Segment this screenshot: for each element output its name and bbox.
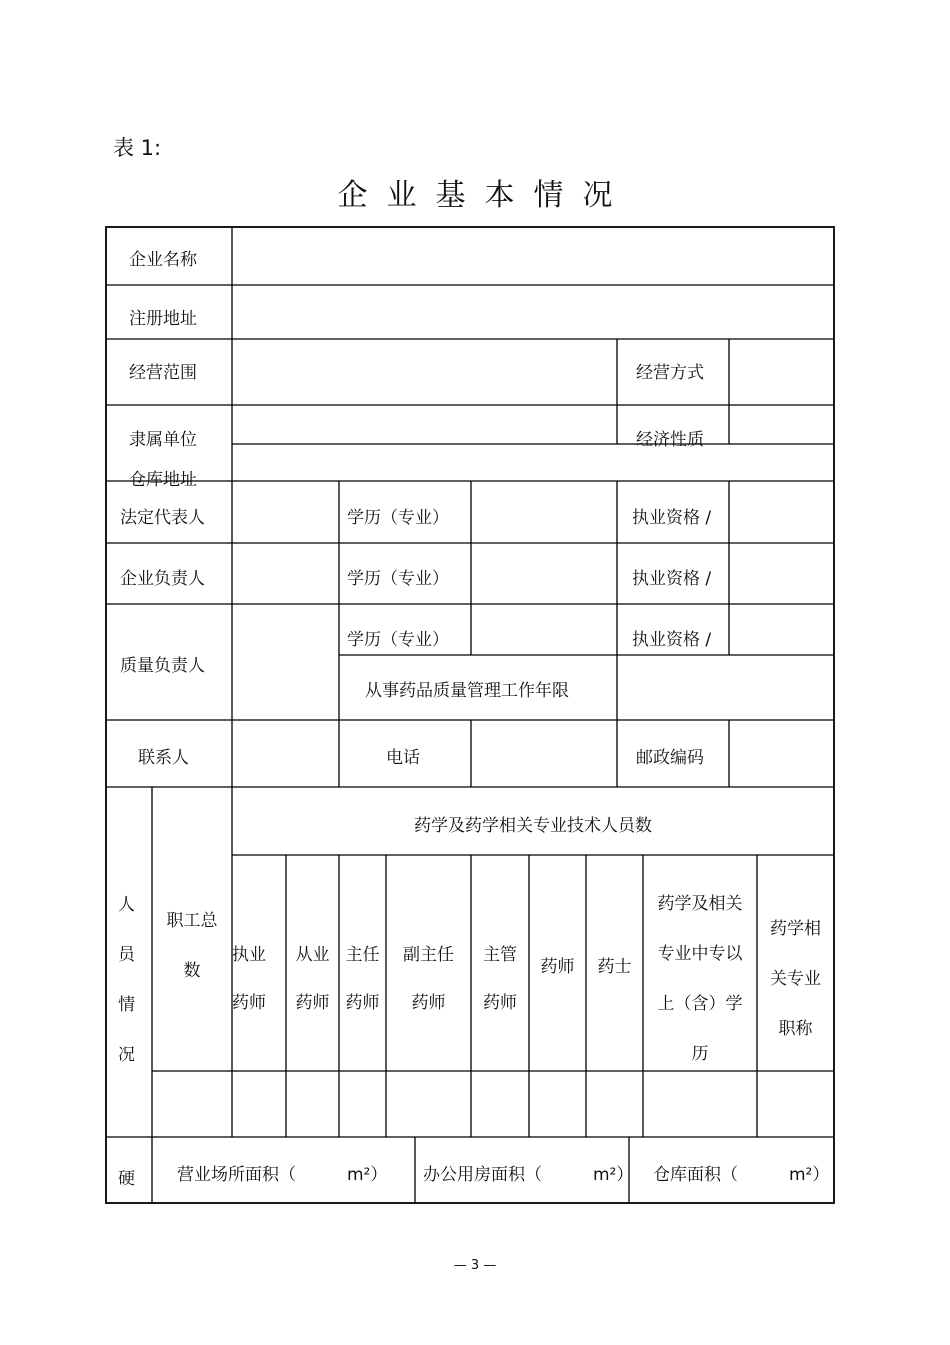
label-assistant-pharmacist: 药士 xyxy=(597,957,632,977)
label-enterprise-head: 企业负责人 xyxy=(120,569,205,589)
label-supervising-pharmacist: 主管 药师 xyxy=(483,945,517,1013)
label-total-staff: 职工总 数 xyxy=(166,911,218,981)
page-number: — 3 — xyxy=(453,1258,497,1273)
label-education-quality-head: 学历（专业） xyxy=(347,630,449,650)
label-practicing-pharmacist: 从业 药师 xyxy=(295,945,330,1013)
label-education-enterprise-head: 学历（专业） xyxy=(347,569,449,589)
label-staff-section: 人 员 情 况 xyxy=(118,895,135,1065)
label-qualification-quality-head: 执业资格 / xyxy=(632,630,712,650)
table-label: 表 1: xyxy=(113,136,162,160)
label-economic-nature: 经济性质 xyxy=(636,430,704,450)
label-qualification-enterprise-head: 执业资格 / xyxy=(632,569,712,589)
label-postal-code: 邮政编码 xyxy=(636,748,704,768)
label-business-area: 营业场所面积（ m²） xyxy=(177,1165,388,1185)
label-pharmacist: 药师 xyxy=(540,957,575,977)
label-professional-title: 药学相 关专业 职称 xyxy=(770,919,821,1039)
label-licensed-pharmacist: 执业 药师 xyxy=(232,945,266,1013)
label-warehouse-address: 仓库地址 xyxy=(129,470,197,490)
label-affiliated-unit: 隶属单位 xyxy=(129,430,197,450)
label-chief-pharmacist: 主任 药师 xyxy=(345,945,380,1013)
label-registered-address: 注册地址 xyxy=(129,309,197,329)
label-enterprise-name: 企业名称 xyxy=(129,250,197,270)
label-tech-staff-header: 药学及药学相关专业技术人员数 xyxy=(414,816,652,836)
label-quality-years: 从事药品质量管理工作年限 xyxy=(365,681,569,701)
label-business-scope: 经营范围 xyxy=(129,363,197,383)
document-title: 企业基本情况 xyxy=(337,178,632,213)
label-deputy-chief-pharmacist: 副主任 药师 xyxy=(403,945,454,1013)
label-secondary-education: 药学及相关 专业中专以 上（含）学 历 xyxy=(657,894,743,1064)
label-business-mode: 经营方式 xyxy=(636,363,704,383)
label-contact: 联系人 xyxy=(138,748,189,768)
label-qualification-legal-rep: 执业资格 / xyxy=(632,508,712,528)
label-office-area: 办公用房面积（ m²） xyxy=(423,1165,634,1185)
label-phone: 电话 xyxy=(386,748,420,768)
label-quality-head: 质量负责人 xyxy=(120,656,205,676)
label-legal-rep: 法定代表人 xyxy=(120,508,205,528)
label-warehouse-area: 仓库面积（ m²） xyxy=(653,1165,830,1185)
label-hardware-section: 硬 xyxy=(118,1169,135,1189)
label-education-legal-rep: 学历（专业） xyxy=(347,508,449,528)
